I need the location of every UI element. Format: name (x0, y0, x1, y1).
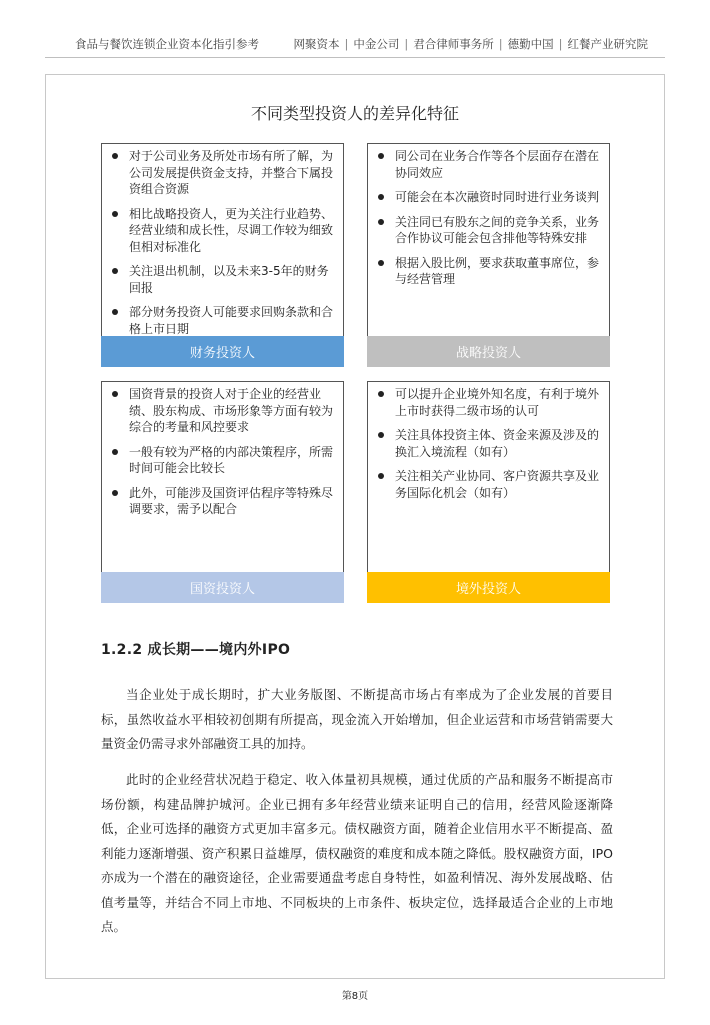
list-item (377, 189, 599, 206)
list-item (377, 468, 599, 501)
bullet-icon (112, 153, 118, 159)
body-paragraph: 当企业处于成长期时，扩大业务版图、不断提高市场占有率成为了企业发展的首要目标，虽然收益水平相较初创期有所提高，现金流入开始增加，但企业运营和市场营销需要大量资金仍需寻求外部融资工具的加持。 (101, 687, 613, 751)
investor-box-overseas (367, 381, 610, 603)
box-label: 战略投资人 (367, 336, 610, 367)
bullet-icon (378, 260, 384, 266)
box-label: 财务投资人 (101, 336, 344, 367)
figure-title: 不同类型投资人的差异化特征 (250, 104, 459, 123)
separator: | (558, 37, 563, 51)
header-partners (294, 36, 649, 52)
separator: | (498, 37, 503, 51)
list-item (377, 148, 599, 181)
partner-name: 网聚资本 (293, 37, 340, 51)
item-text: 此外，可能涉及国资评估程序等特殊尽调要求，需予以配合 (129, 485, 334, 516)
feature-list (102, 382, 343, 518)
box-label: 国资投资人 (101, 572, 344, 603)
feature-list (368, 382, 609, 501)
partner-name: 红餐产业研究院 (567, 37, 648, 51)
bullet-icon (378, 391, 384, 397)
section-heading: 1.2.2 成长期——境内外IPO (101, 642, 291, 658)
item-text: 对于公司业务及所处市场有所了解，为公司发展提供资金支持，并整合下属投资组合资源 (129, 149, 334, 196)
bullet-icon (112, 268, 118, 274)
item-text: 一般有较为严格的内部决策程序，所需时间可能会比较长 (129, 444, 334, 475)
list-item (377, 427, 599, 460)
separator: | (404, 37, 409, 51)
header-divider (45, 57, 665, 58)
item-text: 相比战略投资人，更为关注行业趋势、经营业绩和成长性，尽调工作较为细致但相对标准化 (129, 206, 334, 254)
bullet-icon (378, 432, 384, 438)
list-item (111, 263, 333, 296)
item-text: 关注具体投资主体、资金来源及涉及的换汇入境流程（如有） (395, 428, 600, 459)
list-item (111, 386, 333, 436)
item-text: 关注退出机制，以及未来3-5年的财务回报 (129, 264, 329, 295)
item-text: 根据入股比例，要求获取董事席位，参与经营管理 (395, 255, 600, 286)
bullet-icon (378, 153, 384, 159)
feature-list (368, 144, 609, 288)
partner-name: 君合律师事务所 (413, 37, 494, 51)
list-item (111, 304, 333, 337)
item-text: 可能会在本次融资时同时进行业务谈判 (395, 190, 600, 204)
body-paragraph: 此时的企业经营状况趋于稳定、收入体量初具规模，通过优质的产品和服务不断提高市场份额，构建品牌护城河。企业已拥有多年经营业绩来证明自己的信用，经营风险逐渐降低，企业可选择的融资方式更加丰富多元。债权融资方面，随着企业信用水平不断提高、盈利能力逐渐增强、资产积累日益雄厚，债权融资的难度和成本随之降低。股权融资方面，IPO亦成为一个潜在的融资途径，企业需要通盘考虑自身特性，如盈利情况、海外发展战略、估值考量等，并结合不同上市地、不同板块的上市条件、板块定位，选择最适合企业的上市地点。 (101, 772, 613, 934)
feature-list (102, 144, 343, 337)
item-text: 关注相关产业协同、客户资源共享及业务国际化机会（如有） (395, 469, 600, 500)
separator: | (344, 37, 349, 51)
item-text: 可以提升企业境外知名度，有利于境外上市时获得二级市场的认可 (395, 387, 600, 418)
page-number: 第8页 (341, 991, 369, 1002)
partner-name: 德勤中国 (507, 37, 554, 51)
list-item (111, 148, 333, 198)
item-text: 部分财务投资人可能要求回购条款和合格上市日期 (129, 305, 334, 336)
item-text: 国资背景的投资人对于企业的经营业绩、股东构成、市场形象等方面有较为综合的考量和风控要求 (129, 387, 334, 434)
header-doc-title: 食品与餐饮连锁企业资本化指引参考 (75, 37, 259, 51)
bullet-icon (112, 490, 118, 496)
investor-box-financial (101, 143, 344, 367)
bullet-icon (112, 309, 118, 315)
list-item (111, 485, 333, 518)
box-label: 境外投资人 (367, 572, 610, 603)
item-text: 关注同已有股东之间的竞争关系，业务合作协议可能会包含排他等特殊安排 (395, 214, 600, 245)
investor-box-strategic (367, 143, 610, 367)
investor-box-state-owned (101, 381, 344, 603)
bullet-icon (378, 194, 384, 200)
list-item (377, 255, 599, 288)
bullet-icon (112, 449, 118, 455)
bullet-icon (112, 211, 118, 217)
bullet-icon (112, 391, 118, 397)
bullet-icon (378, 473, 384, 479)
list-item (111, 444, 333, 477)
partner-name: 中金公司 (353, 37, 400, 51)
list-item (111, 206, 333, 256)
bullet-icon (378, 219, 384, 225)
list-item (377, 214, 599, 247)
list-item (377, 386, 599, 419)
item-text: 同公司在业务合作等各个层面存在潜在协同效应 (395, 149, 600, 180)
